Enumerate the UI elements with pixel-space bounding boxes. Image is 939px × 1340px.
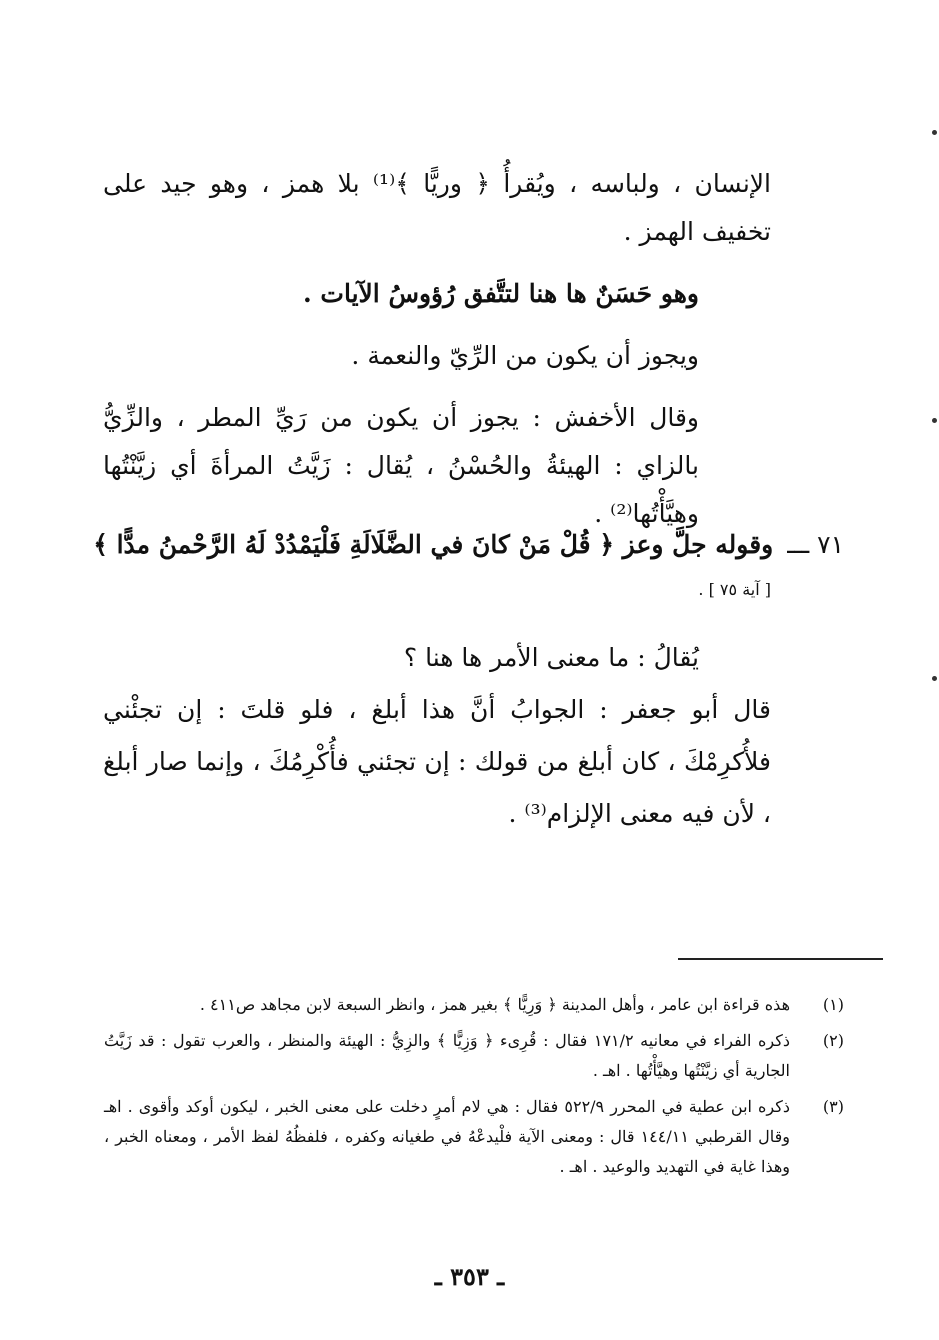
footnote-2 [104, 1026, 844, 1086]
question-paragraph: يُقالُ : ما معنى الأمر ها هنا ؟ [403, 643, 699, 672]
footnote-1 [104, 990, 844, 1020]
footnote-text: ذكره ابن عطية في المحرر ٥٢٢/٩ فقال : هي لام أمرٍ دخلت على معنى الخبر ، ليكون أوكد وأقوى . اهـ وقال القرطبي ١٤٤/١١ قال : ومعنى الآية فلْيدعْهُ في طغيانه وكفره ، فلفظُهُ لفظ الأمر ، ومعناه الخبر ، وهذا غاية في التهديد والوعيد . اهـ . [104, 1097, 791, 1176]
footnote-number: (١) [822, 995, 844, 1014]
verse-number: ٧١ ـــ [787, 530, 844, 559]
footnote-text: هذه قراءة ابن عامر ، وأهل المدينة ﴿ وَرِيًّا ﴾ بغير همز ، وانظر السبعة لابن مجاهد ص٤١١ . [199, 995, 790, 1014]
scan-speck [932, 130, 937, 135]
verse-heading [93, 525, 844, 565]
main-text [103, 160, 771, 538]
paragraph-4: وقال الأخفش : يجوز أن يكون من رَيِّ المطر ، والزِّيُّ بالزاي : الهيئةُ والحُسْنُ ، يُقال : زَيَّتُ المرأةَ أي زيَّنْتُها وهيَّأْتُها⁽²⁾ . [103, 403, 699, 528]
verse-text: وقوله جلَّ وعز ﴿ قُلْ مَنْ كانَ في الضَّلَالَةِ فَلْيَمْدُدْ لَهُ الرَّحْمنُ مدًّا ﴾ [93, 530, 774, 559]
footnote-text: ذكره الفراء في معانيه ١٧١/٢ فقال : قُرِىء ﴿ وَزِيًّا ﴾ والزِيُّ : الهيئة والمنظر ، والعرب تقول : قد زَيَّتُ الجارية أي زيَّنْتُها وهيَّأْتُها . اهـ . [104, 1031, 790, 1080]
footnotes [104, 990, 844, 1188]
footnote-3 [104, 1092, 844, 1182]
scan-speck [932, 418, 937, 423]
answer-paragraph: قال أبو جعفر : الجوابُ أنَّ هذا أبلغ ، فلو قلتَ : إن تجئْني فلأُكرِمْكَ ، كان أبلغ من قولك : إن تجئني فأُكْرِمُكَ ، وإنما صار أبلغ ، لأن فيه معنى الإلزام⁽³⁾ . [103, 695, 771, 828]
footnote-divider [678, 958, 883, 960]
page-number: ـ ٣٥٣ ـ [434, 1262, 505, 1291]
footnote-number: (٢) [822, 1031, 844, 1050]
commentary [103, 632, 771, 840]
paragraph-1: الإنسان ، ولباسه ، ويُقرأُ ﴿ وريًّا ﴾⁽¹⁾ بلا همز ، وهو جيد على تخفيف الهمز . [103, 169, 771, 246]
scan-speck [932, 676, 937, 681]
paragraph-3: ويجوز أن يكون من الرِّيّ والنعمة . [351, 341, 699, 370]
aya-reference: [ آية ٧٥ ] . [698, 580, 771, 599]
footnote-number: (٣) [822, 1097, 844, 1116]
paragraph-2: وهو حَسَنٌ ها هنا لتتَّفق رُؤوسُ الآيات . [303, 279, 699, 308]
